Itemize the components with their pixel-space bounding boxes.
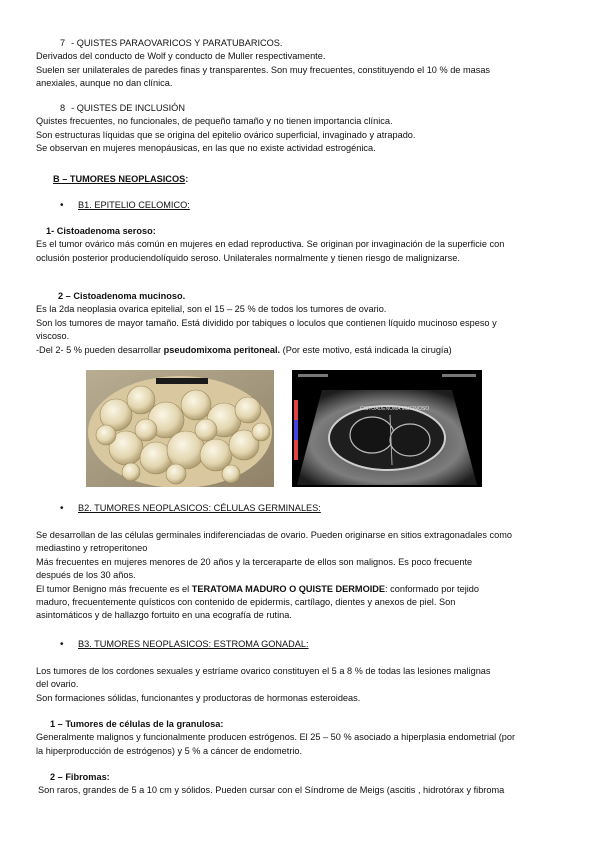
bullet-icon: • bbox=[60, 503, 64, 514]
ultrasound-image bbox=[292, 370, 482, 487]
text-run: -Del 2- 5 % pueden desarrollar bbox=[36, 344, 164, 355]
paragraph-line: Generalmente malignos y funcionalmente producen estrógenos. El 25 – 50 % asociado a hiperplasia endometrial (por bbox=[36, 732, 516, 743]
bullet-icon: • bbox=[60, 639, 64, 650]
paragraph-line: la hiperproducción de estrógenos) y 5 % a cáncer de endometrio. bbox=[36, 745, 303, 756]
item-label: 1- Cistoadenoma seroso: bbox=[46, 226, 156, 236]
paragraph-line: Se desarrollan de las células germinales indiferenciadas de ovario. Pueden originarse en sitios extragonadales como bbox=[36, 530, 512, 540]
subsection-b1-title: B1. EPITELIO CELOMICO: bbox=[78, 200, 190, 210]
paragraph-line: Son raros, grandes de 5 a 10 cm y sólidos. Pueden cursar con el Síndrome de Meigs (ascitis , hidrotórax y fibroma bbox=[38, 785, 505, 796]
paragraph-line: oclusión posterior produciendolíquido seroso. Unilaterales normalmente y tienen riesgo de malignizarse. bbox=[36, 252, 460, 263]
subsection-b3-heading bbox=[60, 638, 309, 651]
section-title: - QUISTES PARAOVARICOS Y PARATUBARICOS. bbox=[71, 38, 283, 48]
specimen-photo bbox=[86, 370, 274, 487]
paragraph-line: anexiales, aunque no dan clínica. bbox=[36, 78, 173, 89]
paragraph-line: mediastino y retroperitoneo bbox=[36, 543, 148, 554]
section-number: 7 bbox=[60, 38, 66, 48]
ultrasound-label: CISTOADENOMA MUCINOSO bbox=[360, 406, 430, 412]
section-b-title: B – TUMORES NEOPLASICOS bbox=[53, 174, 186, 184]
section-quistes-paraovaricos bbox=[36, 37, 566, 91]
bullet-icon: • bbox=[60, 200, 64, 211]
section-heading bbox=[36, 102, 566, 115]
section-heading bbox=[36, 37, 566, 50]
bold-term: TERATOMA MADURO O QUISTE DERMOIDE bbox=[191, 583, 386, 594]
item-label: 2 – Fibromas: bbox=[50, 772, 110, 782]
subsection-b2-title: B2. TUMORES NEOPLASICOS: CÉLULAS GERMINALES: bbox=[78, 503, 321, 513]
paragraph-line: después de los 30 años. bbox=[36, 570, 136, 581]
subsection-b2-heading bbox=[60, 502, 321, 515]
bold-term: pseudomixoma peritoneal. bbox=[163, 344, 281, 355]
section-b-suffix: : bbox=[185, 174, 189, 184]
estroma-gonadal-text bbox=[36, 665, 566, 705]
item-label: 2 – Cistoadenoma mucinoso. bbox=[58, 291, 186, 301]
tumores-granulosa bbox=[36, 718, 566, 758]
paragraph-line: Son los tumores de mayor tamaño. Está dividido por tabiques o loculos que contienen líquido mucinoso espeso y bbox=[36, 317, 497, 328]
section-quistes-inclusion bbox=[36, 102, 566, 156]
cistoadenoma-seroso bbox=[36, 225, 566, 265]
fibromas bbox=[36, 771, 566, 798]
item-label: 1 – Tumores de células de la granulosa: bbox=[50, 719, 224, 729]
paragraph-line: Se observan en mujeres menopáusicas, en las que no existe actividad estrogénica. bbox=[36, 143, 376, 154]
paragraph-line: asintomáticos y de hallazgo fortuito en una ecografía de rutina. bbox=[36, 610, 292, 621]
subsection-b3-title: B3. TUMORES NEOPLASICOS: ESTROMA GONADAL: bbox=[78, 639, 309, 649]
paragraph-line: Derivados del conducto de Wolf y conducto de Muller respectivamente. bbox=[36, 51, 326, 62]
paragraph-line: Es el tumor ovárico más común en mujeres en edad reproductiva. Se originan por invaginación de la superficie con bbox=[36, 239, 505, 250]
paragraph-line: viscoso. bbox=[36, 331, 70, 342]
paragraph-line: Son formaciones sólidas, funcionantes y productoras de hormonas esteroideas. bbox=[36, 692, 361, 703]
paragraph-line: Son estructuras líquidas que se origina del epitelio ovárico superficial, invaginado y atrapado. bbox=[36, 129, 416, 140]
cistoadenoma-mucinoso bbox=[36, 290, 566, 357]
section-number: 8 bbox=[60, 103, 66, 113]
paragraph-line: Es la 2da neoplasia ovarica epitelial, son el 15 – 25 % de todos los tumores de ovario. bbox=[36, 304, 387, 315]
paragraph-line: Suelen ser unilaterales de paredes finas y transparentes. Son muy frecuentes, constituyendo el 10 % de masas bbox=[36, 64, 491, 75]
paragraph-line bbox=[36, 344, 566, 357]
paragraph-line: Los tumores de los cordones sexuales y estríame ovarico constituyen el 5 a 8 % de todas las lesiones malignas bbox=[36, 666, 491, 676]
text-run: : conformado por tejido bbox=[385, 583, 480, 594]
paragraph-line: maduro, frecuentemente quísticos con contenido de epidermis, cartílago, dientes y anexos de piel. Son bbox=[36, 597, 456, 608]
celulas-germinales-text bbox=[36, 529, 566, 623]
section-title: - QUISTES DE INCLUSIÓN bbox=[71, 103, 185, 113]
section-b-heading bbox=[53, 173, 583, 186]
text-run: El tumor Benigno más frecuente es el bbox=[36, 583, 192, 594]
text-run: (Por este motivo, está indicada la cirugía) bbox=[280, 344, 452, 355]
paragraph-line: del ovario. bbox=[36, 679, 79, 690]
paragraph-line: Más frecuentes en mujeres menores de 20 años y la terceraparte de ellos son malignos. Es poco frecuente bbox=[36, 556, 473, 567]
paragraph-line: Quistes frecuentes, no funcionales, de pequeño tamaño y no tienen importancia clínica. bbox=[36, 116, 393, 127]
subsection-b1-heading bbox=[60, 199, 190, 212]
paragraph-line bbox=[36, 583, 566, 596]
